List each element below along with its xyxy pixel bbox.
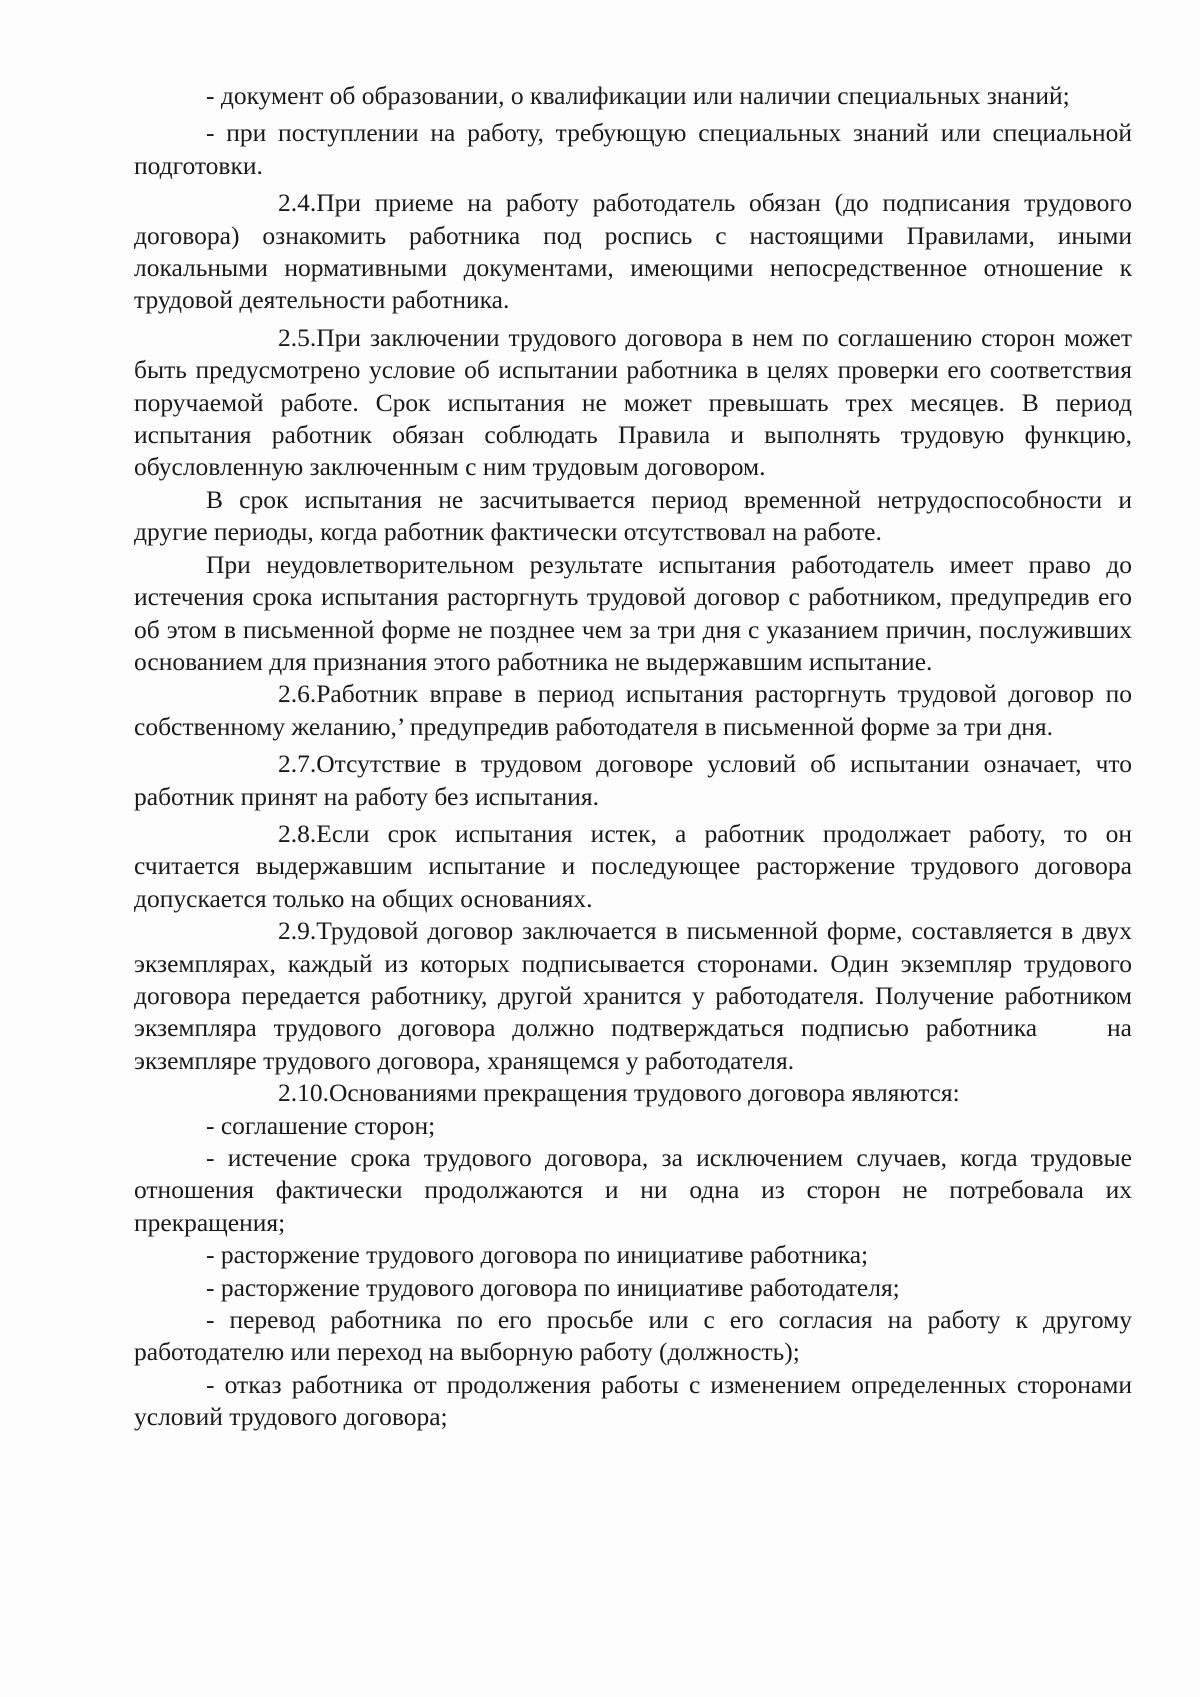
list-item-contract-expiry: - истечение срока трудового договора, за исключением случаев, когда трудовые отношения фактически продолжаются и ни одна из сторон не потребовала их прекращения; [134,1143,1132,1237]
paragraph-probation-failure: При неудовлетворительном результате испытания работодатель имеет право до истечения срока испытания расторгнуть трудовой договор с работником, предупредив его об этом в письменной форме не позднее чем за три дня с указанием причин, послуживших основанием для признания этого работника не выдержавшим испытание. [134,549,1132,676]
clause-number: 2.5. [278,322,317,352]
paragraph-special-training: - при поступлении на работу, требующую специальных знаний или специальной подготовки. [134,118,1132,180]
clause-2-6: 2.6.Работник вправе в период испытания расторгнуть трудовой договор по собственному желанию,’ предупредив работодателя в письменной форме за три дня. [134,679,1132,741]
clause-number: 2.8. [278,818,317,848]
list-item-refusal: - отказ работника от продолжения работы с изменением определенных сторонами условий трудового договора; [134,1369,1132,1432]
clause-number: 2.6. [278,679,317,709]
clause-2-7: 2.7.Отсутствие в трудовом договоре условий об испытании означает, что работник принят на работу без испытания. [134,749,1132,811]
paragraph-probation-exclusions: В срок испытания не засчитывается период временной нетрудоспособности и другие периоды, когда работник фактически отсутствовал на работе. [134,484,1132,547]
clause-number: 2.9. [278,916,317,946]
clause-number: 2.7. [278,749,317,779]
list-item-agreement: - соглашение сторон; [206,1110,436,1140]
clause-2-4: 2.4.При приеме на работу работодатель обязан (до подписания трудового договора) ознакомить работника под роспись с настоящими Правилами, иными локальными нормативными документами, имеющими непосредственное отношение к трудовой деятельности работника. [134,188,1132,315]
list-item-transfer: - перевод работника по его просьбе или с его согласия на работу к другому работодателю или переход на выборную работу (должность); [134,1305,1132,1367]
clause-2-10: 2.10.Основаниями прекращения трудового договора являются: [134,1077,1132,1109]
list-item-employee-initiative: - расторжение трудового договора по инициативе работника; [206,1240,869,1270]
clause-number: 2.10. [278,1078,329,1108]
document-body [134,80,1132,1434]
paragraph-education-document: - документ об образовании, о квалификации или наличии специальных знаний; [206,81,1070,110]
clause-2-8: 2.8.Если срок испытания истек, а работник продолжает работу, то он считается выдержавшим испытание и последующее расторжение трудового договора допускается только на общих основаниях. [134,818,1132,913]
clause-2-5: 2.5.При заключении трудового договора в нем по соглашению сторон может быть предусмотрено условие об испытании работника в целях проверки его соответствия поручаемой работе. Срок испытания не может превышать трех месяцев. В период испытания работник обязан соблюдать Правила и выполнять трудовую функцию, обусловленную заключенным с ним трудовым договором. [134,322,1132,482]
clause-2-9: 2.9.Трудовой договор заключается в письменной форме, составляется в двух экземплярах, каждый из которых подписывается сторонами. Один экземпляр трудового договора передается работнику, другой хранится у работодателя. Получение работником экземпляра трудового договора должно подтверждаться подписью работника на экземпляре трудового договора, хранящемся у работодателя. [134,916,1132,1075]
list-item-employer-initiative: - расторжение трудового договора по инициативе работодателя; [206,1272,900,1302]
clause-number: 2.4. [278,188,317,218]
